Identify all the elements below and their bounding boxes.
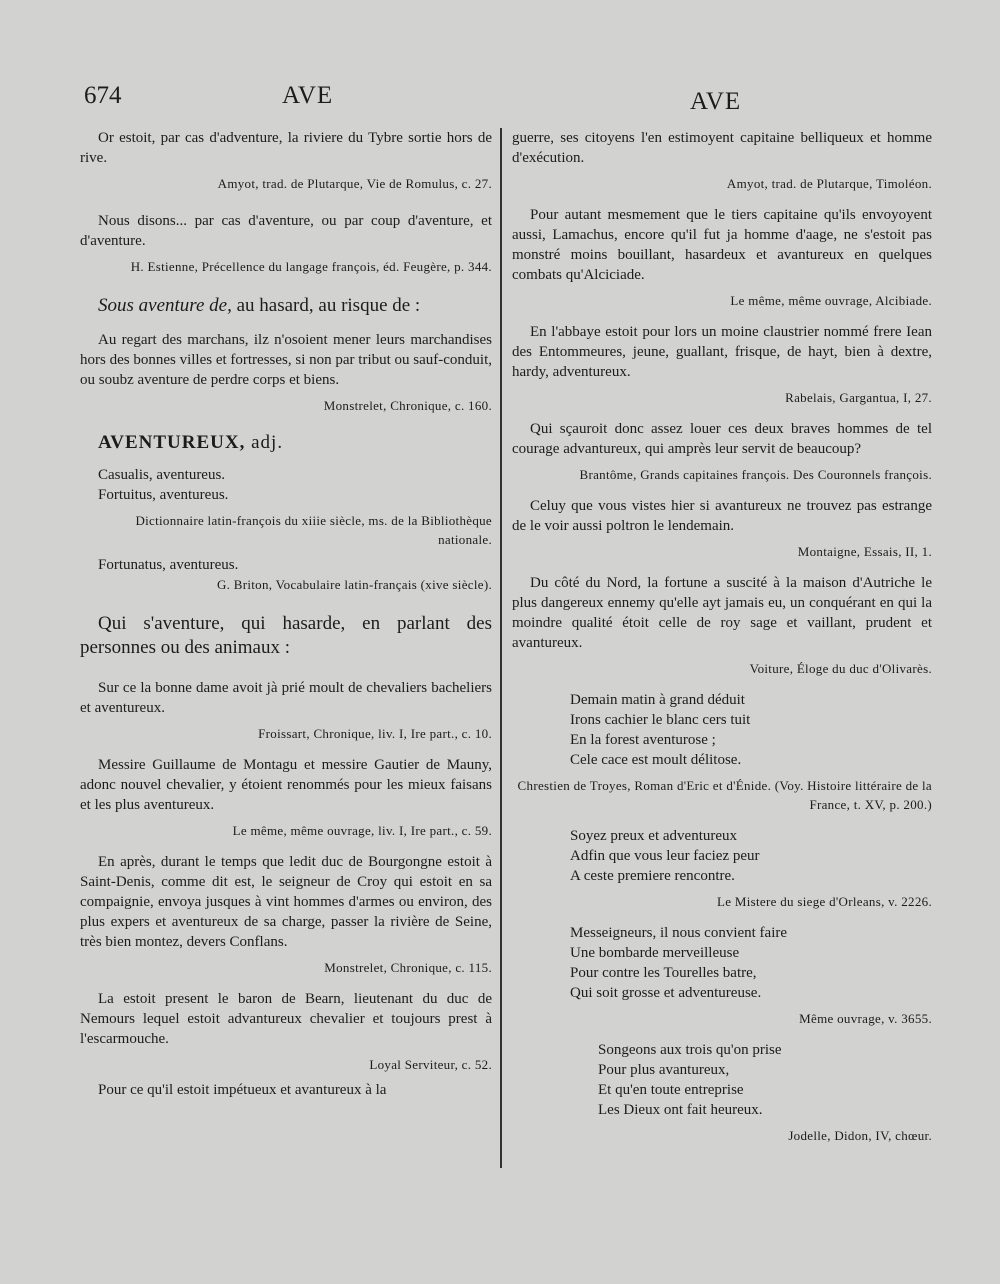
left-column [80, 128, 492, 1100]
verse-line: Une bombarde merveilleuse [570, 945, 740, 961]
entry-headword [80, 433, 492, 453]
quotation: Or estoit, par cas d'adventure, la riviere du Tybre sortie hors de rive. [80, 130, 492, 166]
verse-line: Qui soit grosse et adventureuse. [570, 985, 762, 1001]
quotation: Sur ce la bonne dame avoit jà prié moult de chevaliers bacheliers et aventureux. [80, 680, 492, 716]
verse-line: Messeigneurs, il nous convient faire [570, 925, 788, 941]
verse-block [512, 690, 932, 770]
sense-heading: Qui s'aventure, qui hasarde, en parlant des personnes ou des animaux : [80, 613, 492, 658]
citation: Jodelle, Didon, IV, chœur. [788, 1128, 932, 1143]
quotation: Qui sçauroit donc assez louer ces deux braves hommes de tel courage advantureux, qui amprès leur servit de beaucoup? [512, 421, 932, 457]
citation: Même ouvrage, v. 3655. [799, 1011, 932, 1026]
verse-line: Demain matin à grand déduit [570, 692, 745, 708]
gloss-line: Fortuitus, aventureus. [98, 487, 229, 503]
verse-line: Pour plus avantureux, [598, 1062, 730, 1078]
citation: Voiture, Éloge du duc d'Olivarès. [749, 661, 932, 676]
citation: Monstrelet, Chronique, c. 115. [324, 960, 492, 975]
sense-heading-italic: Sous aventure de, [98, 295, 232, 316]
citation: Brantôme, Grands capitaines françois. Des Couronnels françois. [579, 467, 932, 482]
part-of-speech: adj. [245, 432, 284, 453]
quotation: Du côté du Nord, la fortune a suscité à la maison d'Autriche le plus dangereux ennemy qu'elle ayt jamais eu, un conquérant en qui la moindre qualité étoit celle de roy sage et vaillant, prudent et avantureux. [512, 575, 932, 651]
verse-line: A ceste premiere rencontre. [570, 868, 735, 884]
verse-block [512, 1040, 932, 1120]
verse-block [512, 923, 932, 1003]
quotation: Pour autant mesmement que le tiers capitaine qu'ils envoyoyent aussi, Lamachus, encore qu'il fut ja homme d'aage, ne s'estoit pas monstré moins bouillant, hasardeux et avantureux en quelques combats qu'Alciciade. [512, 207, 932, 283]
column-divider [500, 128, 502, 1168]
right-column [512, 128, 932, 1145]
running-head-right: AVE [690, 88, 742, 115]
citation: H. Estienne, Précellence du langage françois, éd. Feugère, p. 344. [130, 259, 492, 274]
quotation: Nous disons... par cas d'aventure, ou par coup d'aventure, et d'aventure. [80, 213, 492, 249]
quotation: Au regart des marchans, ilz n'osoient mener leurs marchandises hors des bonnes villes et fortresses, si non par tribut ou sauf-conduit, ou soubz aventure de perdre corps et biens. [80, 332, 493, 388]
citation: Dictionnaire latin-françois du xiiie siècle, ms. de la Bibliothèque nationale. [135, 513, 492, 547]
citation: Le Mistere du siege d'Orleans, v. 2226. [716, 894, 932, 909]
sense-heading [80, 294, 492, 318]
citation: Amyot, trad. de Plutarque, Vie de Romulus, c. 27. [217, 176, 492, 191]
verse-line: En la forest aventurose ; [570, 732, 716, 748]
quotation: guerre, ses citoyens l'en estimoyent capitaine belliqueux et homme d'exécution. [512, 130, 932, 166]
verse-line: Pour contre les Tourelles batre, [570, 965, 757, 981]
citation: Amyot, trad. de Plutarque, Timoléon. [726, 176, 932, 191]
verse-line: Et qu'en toute entreprise [598, 1082, 744, 1098]
verse-line: Soyez preux et adventureux [570, 828, 738, 844]
quotation: Pour ce qu'il estoit impétueux et avantureux à la [98, 1082, 387, 1098]
verse-line: Adfin que vous leur faciez peur [570, 848, 760, 864]
citation: G. Briton, Vocabulaire latin-français (xive siècle). [216, 577, 492, 592]
verse-line: Les Dieux ont fait heureux. [598, 1102, 763, 1118]
citation: Le même, même ouvrage, Alcibiade. [730, 293, 932, 308]
quotation: En l'abbaye estoit pour lors un moine claustrier nommé frere Iean des Entommeures, jeune, guallant, frisque, de hayt, bien à dextre, hardy, adventureux. [512, 324, 932, 380]
citation: Montaigne, Essais, II, 1. [797, 544, 932, 559]
gloss-line: Fortunatus, aventureus. [98, 557, 239, 573]
quotation: En après, durant le temps que ledit duc de Bourgongne estoit à Saint-Denis, comme dit est, le seigneur de Croy qui estoit en sa compaignie, envoya jusques à vint hommes d'armes ou environ, des plus expers et aventureux de sa charge, passer la rivière de Seine, très bien montez, devers Conflans. [80, 854, 492, 950]
headword: AVENTUREUX, [98, 432, 246, 453]
verse-line: Irons cachier le blanc cers tuit [570, 712, 751, 728]
page-number: 674 [84, 82, 122, 109]
citation: Froissart, Chronique, liv. I, Ire part., c. 10. [258, 726, 492, 741]
running-head-left: AVE [282, 82, 334, 109]
quotation: Celuy que vous vistes hier si avantureux ne trouvez pas estrange de le voir aussi poltron le lendemain. [512, 498, 932, 534]
quotation: Messire Guillaume de Montagu et messire Gautier de Mauny, adonc nouvel chevalier, y étoient renommés pour les mieux faisans et les plus aventureux. [80, 757, 492, 813]
verse-block [512, 826, 932, 886]
verse-line: Cele cace est moult délitose. [570, 752, 742, 768]
sense-heading-rest: au hasard, au risque de : [231, 295, 421, 316]
citation: Loyal Serviteur, c. 52. [369, 1057, 492, 1072]
gloss-line: Casualis, aventureus. [98, 467, 226, 483]
verse-line: Songeons aux trois qu'on prise [598, 1042, 782, 1058]
citation: Le même, même ouvrage, liv. I, Ire part., c. 59. [232, 823, 492, 838]
citation: Rabelais, Gargantua, I, 27. [785, 390, 932, 405]
quotation: La estoit present le baron de Bearn, lieutenant du duc de Nemours lequel estoit advantureux chevalier et toujours prest à l'escarmouche. [80, 991, 492, 1047]
citation: Chrestien de Troyes, Roman d'Eric et d'Énide. (Voy. Histoire littéraire de la France, t. XV, p. 200.) [517, 778, 932, 812]
citation: Monstrelet, Chronique, c. 160. [323, 398, 492, 413]
